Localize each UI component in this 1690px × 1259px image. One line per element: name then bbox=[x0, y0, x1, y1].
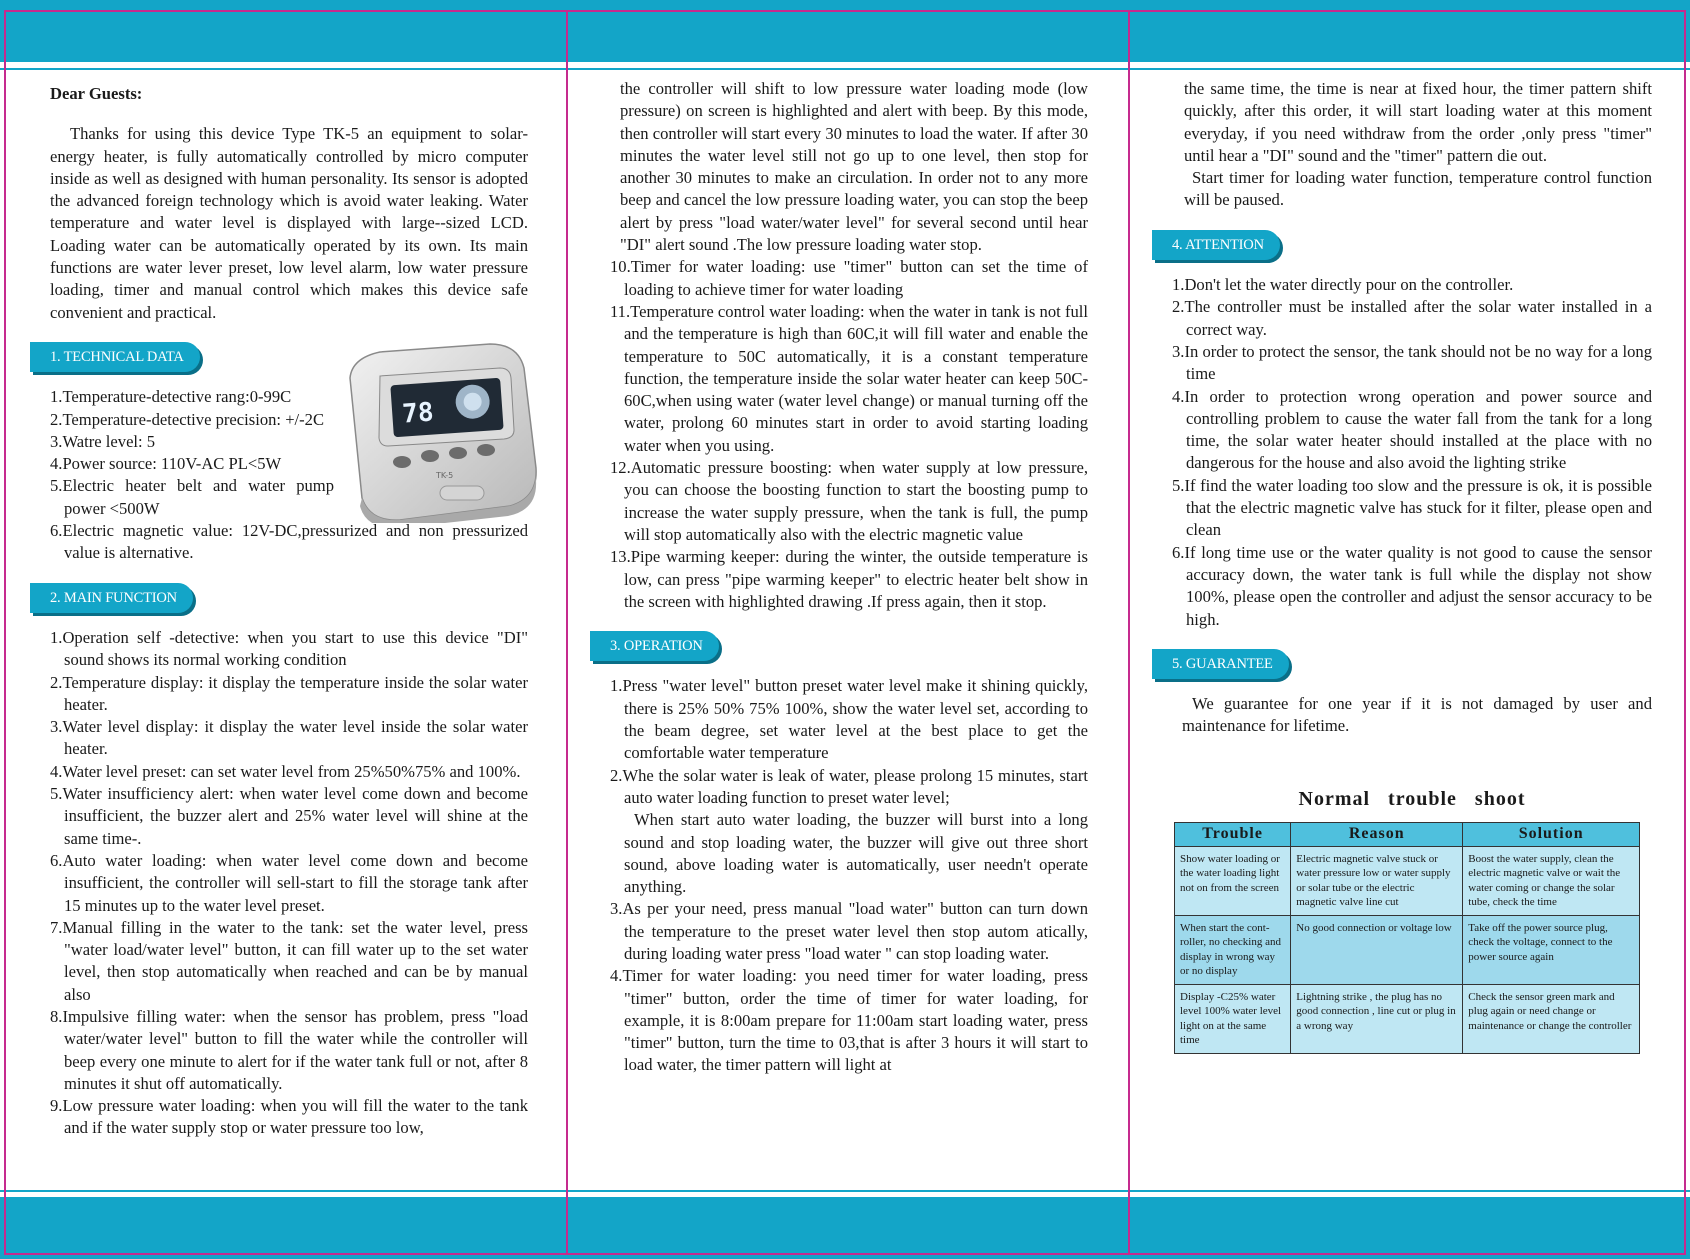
section-heading-technical-data: 1. TECHNICAL DATA bbox=[30, 342, 200, 372]
list-item bbox=[610, 809, 1088, 898]
list-item: 2.The controller must be installed after the solar water installed in a correct way. bbox=[1172, 297, 1652, 339]
table-row bbox=[1175, 846, 1640, 915]
list-item: 7.Manual filling in the water to the tank: set the water level, press "water load/water level" button, it can fill water up to the set water level, then stop automatically when reached and can be by manual also bbox=[50, 917, 528, 1004]
list-item: 4.In order to protection wrong operation and power source and controlling problem to cause the water fall from the tank for a long time, the solar water heater should installed at the place with no dangerous for the house and also avoid the lighting strike bbox=[1172, 386, 1652, 473]
list-item: 6.Auto water loading: when water level come down and become insufficient, the controller will sell-start to fill the storage tank after 15 minutes up to the water level preset. bbox=[50, 850, 528, 915]
panel-left bbox=[50, 78, 528, 1140]
table-cell: Check the sensor green mark and plug again or need change or maintenance or change the controller bbox=[1463, 984, 1640, 1053]
table-row bbox=[1175, 984, 1640, 1053]
main-function-list bbox=[50, 627, 528, 1140]
list-item: 4.Timer for water loading: you need timer for water loading, press "timer" button, order the time of timer for water loading, for example, it is 8:00am prepare for 11:00am start loading water, press "timer" button, turn the time to 03,that is after 3 hours it will start to load water, the timer pattern will light at bbox=[610, 966, 1088, 1075]
table-cell: Display -C25% water level 100% water level light on at the same time bbox=[1175, 984, 1291, 1053]
list-item: 5.Electric heater belt and water pump power <500W bbox=[50, 476, 334, 518]
list-item: 6.If long time use or the water quality is not good to cause the sensor accuracy down, the water tank is full while the display not show 100%, please open the controller and adjust the sensor accuracy to be high. bbox=[1172, 542, 1652, 629]
section-heading-attention: 4. ATTENTION bbox=[1152, 230, 1280, 260]
section-heading-operation: 3. OPERATION bbox=[590, 631, 719, 661]
table-cell: Electric magnetic valve stuck or water pressure low or water supply or solar tube or the electric magnetic valve line cut bbox=[1291, 846, 1463, 915]
intro-paragraph: Thanks for using this device Type TK-5 an equipment to solar-energy heater, is fully automatically controlled by micro computer inside as well as designed with human personality. Its sensor is adopted the advanced foreign technology which is avoid water leaking. Water temperature and water level is displayed with large--sized LCD. Loading water can be automatically operated by its own. Its main functions are water lever preset, low level alarm, low water pressure loading, timer and manual control which makes this device safe convenient and practical. bbox=[50, 124, 528, 322]
function-list-continued bbox=[610, 256, 1088, 613]
table-cell: Show water loading or the water loading light not on from the screen bbox=[1175, 846, 1291, 915]
continued-paragraph: the same time, the time is near at fixed hour, the timer pattern shift quickly, after this order, it will start loading water at this moment everyday, if you need withdraw from the order ,only press "timer" until hear a "DI" sound and the "timer" pattern die out. bbox=[1184, 79, 1652, 165]
list-item: 8.Impulsive filling water: when the sensor has problem, press "load water/water level" button to fill the water while the controller will beep every one minute to alert for if the water tank full or not, after 8 minutes it shut off automatically. bbox=[50, 1006, 528, 1093]
trouble-table-title: Normal trouble shoot bbox=[1298, 787, 1526, 810]
list-item: 5.Water insufficiency alert: when water level come down and become insufficient, the buzzer alert and 25% water level will shine at the same time-. bbox=[50, 784, 528, 848]
list-item: 3.Water level display: it display the water level inside the solar water heater. bbox=[50, 717, 528, 759]
attention-list bbox=[1172, 274, 1652, 631]
operation-list bbox=[610, 675, 1088, 1076]
technical-data-block bbox=[50, 386, 528, 564]
list-item: 1.Operation self -detective: when you start to use this device "DI" sound shows its normal working condition bbox=[50, 627, 528, 670]
continued-paragraph: the controller will shift to low pressure water loading mode (low pressure) on screen is highlighted and alert with beep. By this mode, then controller will start every 30 minutes to load the water. If after 30 minutes the water level still not go up to one level, then stop for another 30 minutes to make an circulation. In order not to any more beep and cancel the low pressure loading water, you can stop the beep alert by press "load water/water level" for several second until hear "DI" alert sound .The low pressure loading water stop. bbox=[620, 79, 1088, 255]
list-item: 11.Temperature control water loading: when the water in tank is not full and the temperature is high than 60C,it will fill water and enable the temperature to 50C automatically, it is a constant temperature function, the temperature inside the solar water heater can keep 50C-60C,when using water (water level change) or manual turning off the water, prolong 60 minutes start in order to avoid starting loading water when you using. bbox=[610, 301, 1088, 455]
table-cell: No good connection or voltage low bbox=[1291, 915, 1463, 984]
device-label: TK-5 bbox=[436, 471, 454, 481]
column-header-trouble: Trouble bbox=[1175, 823, 1291, 847]
controller-device-image bbox=[340, 338, 540, 523]
list-item: 3.In order to protect the sensor, the tank should not be no way for a long time bbox=[1172, 341, 1652, 384]
guarantee-text: We guarantee for one year if it is not damaged by user and maintenance for lifetime. bbox=[1182, 694, 1652, 736]
list-item: 12.Automatic pressure boosting: when water supply at low pressure, you can choose the boosting function to start the boosting pump to increase the water supply pressure, when the tank is full, the pump will stop automatically also with the electric magnetic value bbox=[610, 458, 1088, 544]
device-display-digits: 78 bbox=[401, 397, 435, 430]
list-item: 3.As per your need, press manual "load water" button can turn down the temperature to the preset water level then stop autom atically, during loading water press "load water " can stop loading water. bbox=[610, 899, 1088, 963]
panel-middle bbox=[610, 78, 1088, 1077]
list-item: 3.Watre level: 5 bbox=[50, 431, 156, 451]
operation-item-2-detail: When start auto water loading, the buzzer will burst into a long sound and stop loading water, the buzzer will give out three short sound, above loading water is automatically, user needn't operate anything. bbox=[624, 810, 1088, 897]
list-item: 4.Water level preset: can set water level from 25%50%75% and 100%. bbox=[50, 761, 521, 781]
list-item: 10.Timer for water loading: use "timer" button can set the time of loading to achieve timer for water loading bbox=[610, 257, 1088, 299]
list-item: 5.If find the water loading too slow and the pressure is ok, it is possible that the electric magnetic valve has stuck for it filter, please open and clean bbox=[1172, 475, 1652, 540]
list-item: 13.Pipe warming keeper: during the winter, the outside temperature is low, can press "pipe warming keeper" to electric heater belt show in the screen with highlighted drawing .If press again, then it stop. bbox=[610, 547, 1088, 611]
greeting: Dear Guests: bbox=[50, 84, 143, 103]
column-header-solution: Solution bbox=[1463, 823, 1640, 847]
list-item: 2.Temperature display: it display the temperature inside the solar water heater. bbox=[50, 672, 528, 714]
table-cell: Boost the water supply, clean the electric magnetic valve or wait the water coming or change the solar tube, check the time bbox=[1463, 846, 1640, 915]
timer-note: Start timer for loading water function, temperature control function will be paused. bbox=[1184, 168, 1652, 210]
list-item: 4.Power source: 110V-AC PL<5W bbox=[50, 454, 282, 474]
trouble-shoot-table bbox=[1174, 822, 1640, 1054]
section-heading-guarantee: 5. GUARANTEE bbox=[1152, 649, 1289, 679]
table-row bbox=[1175, 915, 1640, 984]
list-item: 1.Press "water level" button preset water level make it shining quickly, there is 25% 50% 75% 100%, show the water level set, according to the beam degree, set water level at the best place to get the comfortable water temperature bbox=[610, 676, 1088, 763]
list-item: 1.Don't let the water directly pour on the controller. bbox=[1172, 275, 1514, 295]
panel-right bbox=[1172, 78, 1652, 1054]
section-heading-main-function: 2. MAIN FUNCTION bbox=[30, 583, 193, 613]
list-item: 1.Temperature-detective rang:0-99C bbox=[50, 387, 292, 407]
table-cell: Take off the power source plug, check the voltage, connect to the power source again bbox=[1463, 915, 1640, 984]
column-header-reason: Reason bbox=[1291, 823, 1463, 847]
list-item: 6.Electric magnetic value: 12V-DC,pressurized and non pressurized value is alternative. bbox=[50, 521, 528, 563]
list-item: 2.Whe the solar water is leak of water, please prolong 15 minutes, start auto water loading function to preset water level; bbox=[610, 765, 1088, 807]
list-item: 2.Temperature-detective precision: +/-2C bbox=[50, 409, 325, 429]
list-item: 9.Low pressure water loading: when you will fill the water to the tank and if the water supply stop or water pressure too low, bbox=[50, 1096, 528, 1138]
table-cell: Lightning strike , the plug has no good connection , line cut or plug in a wrong way bbox=[1291, 984, 1463, 1053]
table-cell: When start the cont-roller, no checking and display in wrong way or no display bbox=[1175, 915, 1291, 984]
